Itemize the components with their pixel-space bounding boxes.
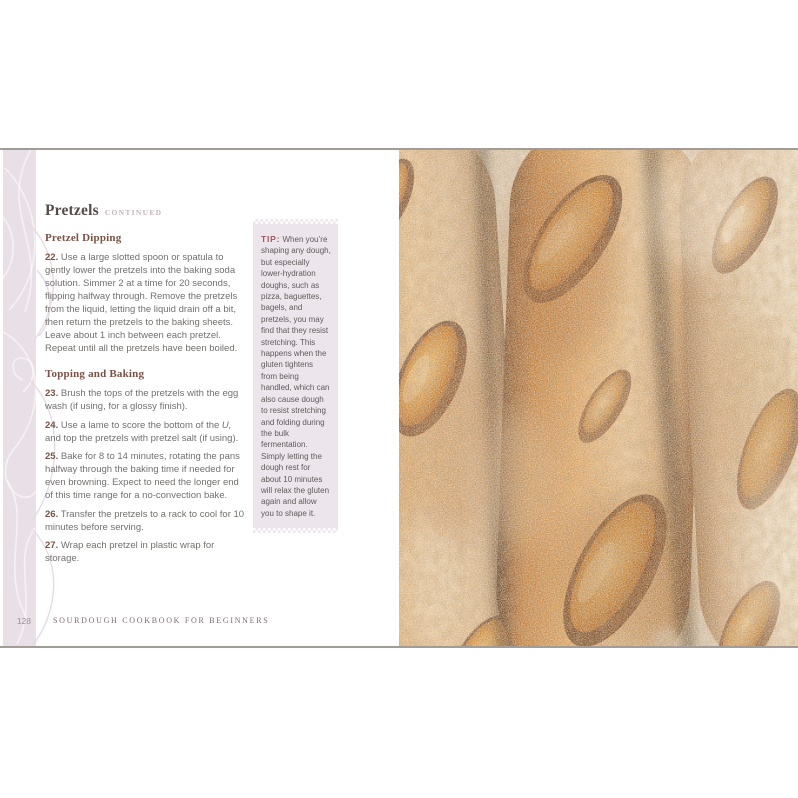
step-number: 27. xyxy=(45,540,59,551)
tip-label: TIP: xyxy=(261,234,281,244)
step-text: Transfer the pretzels to a rack to cool for 10 minutes before serving. xyxy=(45,508,245,533)
photo-page xyxy=(399,150,798,646)
step-27 xyxy=(45,539,249,565)
baguettes-photo xyxy=(399,150,798,646)
left-page xyxy=(0,150,399,646)
step-25 xyxy=(45,450,249,502)
book-spread xyxy=(0,148,798,648)
continued-label: CONTINUED xyxy=(104,208,163,217)
section-heading-pretzel-dipping: Pretzel Dipping xyxy=(45,232,122,244)
step-number: 22. xyxy=(45,252,59,263)
step-text: Wrap each pretzel in plastic wrap for storage. xyxy=(45,540,215,564)
page-number: 128 xyxy=(16,616,31,626)
tip-text: When you’re shaping any dough, but especially lower-hydration doughs, such as pizza, baguettes, bagels, and pretzels, you may find that they resist stretching. This happens when the gluten tightens from being handled, which can also cause dough to resist stretching and folding during the bulk fermentation. Simply letting the dough rest for about 10 minutes will relax the gluten again and allow you to shape it. xyxy=(261,235,331,518)
recipe-title-row xyxy=(45,202,249,220)
step-number: 23. xyxy=(45,388,59,399)
step-23 xyxy=(45,387,249,413)
tip-box xyxy=(253,224,338,528)
step-number: 25. xyxy=(45,451,59,462)
book-title-footer: SOURDOUGH COOKBOOK FOR BEGINNERS xyxy=(53,616,270,625)
step-text: and top the pretzels with pretzel salt (if using). xyxy=(45,432,239,444)
step-26 xyxy=(45,508,249,534)
step-number: 24. xyxy=(45,419,59,431)
step-text: Bake for 8 to 14 minutes, rotating the pans halfway through the baking time if needed for even browning. Expect to need the longer end of this time range for a no-convection bake. xyxy=(45,451,240,501)
step-24 xyxy=(45,419,249,445)
step-text: Use a large slotted spoon or spatula to gently lower the pretzels into the baking soda solution. Simmer 2 at a time for 20 seconds, flipping halfway through. Remove the pretzels from the liquid, letting the liquid drain off a bit, then return the pretzels to the baking sheets. Leave about 1 inch between each pretzel. Repeat until all the pretzels have been boiled. xyxy=(45,252,238,354)
step-number: 26. xyxy=(45,508,59,520)
step-text: Use a lame to score the bottom of the xyxy=(60,419,222,431)
step-text: Brush the tops of the pretzels with the egg wash (if using, for a glossy finish). xyxy=(45,388,239,412)
recipe-column xyxy=(45,202,249,571)
step-22 xyxy=(45,251,249,355)
recipe-title: Pretzels xyxy=(45,202,99,219)
section-heading-topping-and-baking: Topping and Baking xyxy=(45,368,145,380)
step-text-italic: U, xyxy=(221,419,232,431)
